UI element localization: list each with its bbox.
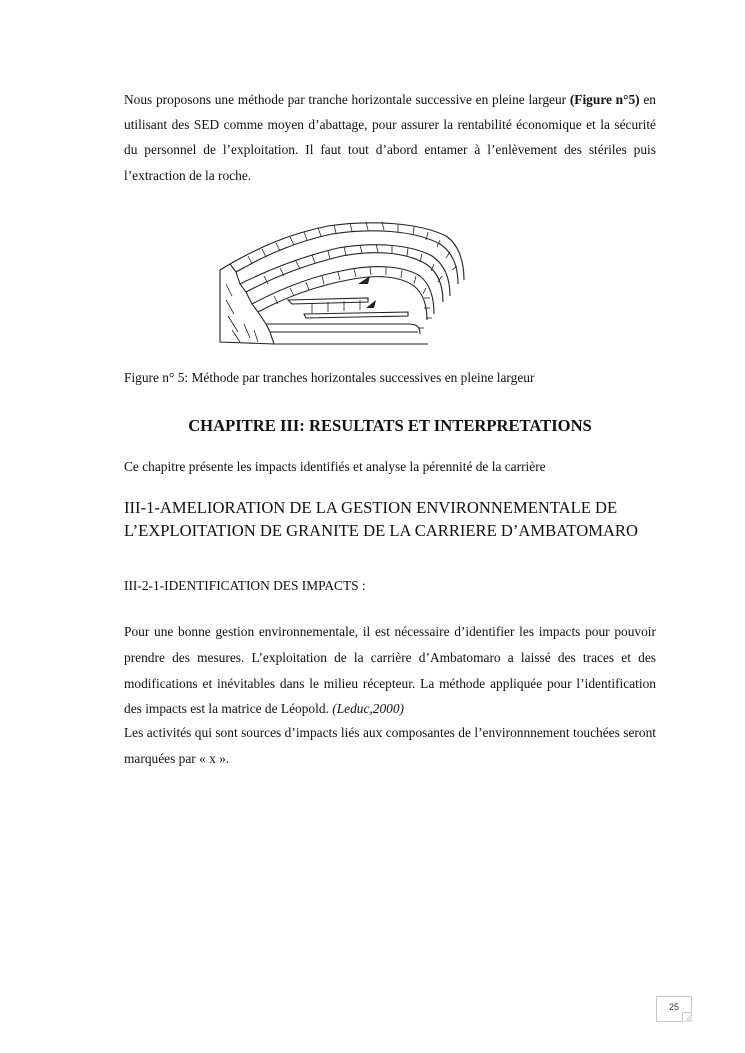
paragraph-impacts <box>124 619 656 722</box>
section-title: III-1-AMELIORATION DE LA GESTION ENVIRONNEMENTALE DE L’EXPLOITATION DE GRANITE DE LA CARRIERE D’AMBATOMARO <box>124 498 638 540</box>
chapter-intro: Ce chapitre présente les impacts identifiés et analyse la pérennité de la carrière <box>124 459 546 474</box>
paragraph-impacts-text: Pour une bonne gestion environnementale, il est nécessaire d’identifier les impacts pour pouvoir prendre des mesures. L’exploitation de la carrière d’Ambatomaro a laissé des traces et des modifications et inévitables dans le milieu récepteur. La méthode appliquée pour l’identification des impacts est la matrice de Léopold. <box>124 624 656 717</box>
quarry-benches-figure <box>218 214 468 356</box>
figure-caption: Figure n° 5: Méthode par tranches horizontales successives en pleine largeur <box>124 370 535 385</box>
page-number: 25 <box>668 1002 679 1012</box>
subsection-title: III-2-1-IDENTIFICATION DES IMPACTS : <box>124 578 366 593</box>
paragraph-activities: Les activités qui sont sources d’impacts liés aux composantes de l’environnnement touchées seront marquées par « x ». <box>124 725 656 766</box>
page-number-box <box>656 996 692 1022</box>
chapter-title: CHAPITRE III: RESULTATS ET INTERPRETATIONS <box>188 416 592 435</box>
paragraph-method-text-1: Nous proposons une méthode par tranche horizontale successive en pleine largeur <box>124 92 570 107</box>
citation: (Leduc,2000) <box>332 701 405 717</box>
paragraph-method-text-2: en utilisant des SED comme moyen d’abattage, pour assurer la rentabilité économique et la sécurité du personnel de l’exploitation. Il faut tout d’abord entamer à l’enlèvement des stériles puis l’extraction de la roche. <box>124 92 656 183</box>
paragraph-method <box>124 87 656 188</box>
page-fold-icon <box>682 1012 692 1022</box>
figure-reference: (Figure n°5) <box>569 92 640 107</box>
